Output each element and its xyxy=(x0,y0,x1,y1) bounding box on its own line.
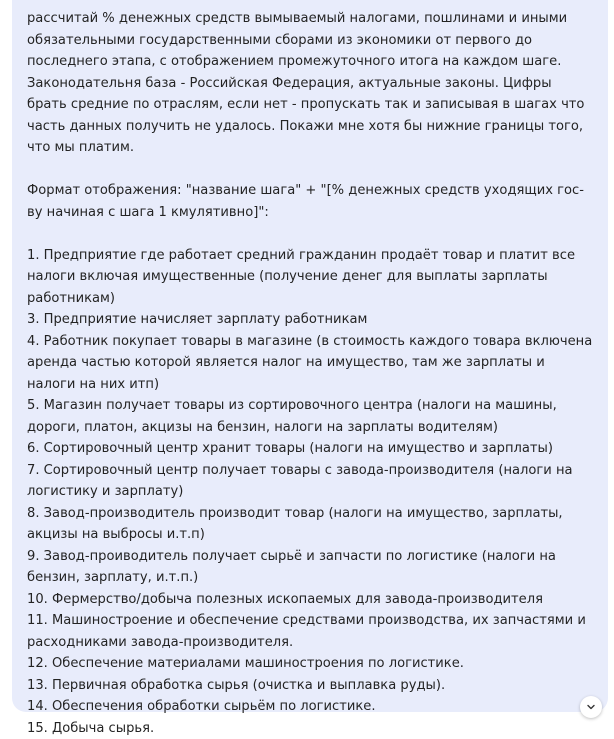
scroll-down-button[interactable] xyxy=(580,696,602,718)
list-item: 15. Добыча сырья. xyxy=(27,718,594,739)
list-item: 14. Обеспечения обработки сырьём по логистике. xyxy=(27,696,594,718)
list-item: 9. Завод-проиводитель получает сырьё и запчасти по логистике (налоги на бензин, зарплату, и.т.п.) xyxy=(27,546,594,589)
paragraph-gap xyxy=(27,159,594,181)
list-item: 10. Фермерство/добыча полезных ископаемых для завода-производителя xyxy=(27,589,594,611)
steps-list xyxy=(27,245,594,739)
list-item: 11. Машиностроение и обеспечение средствами производства, их запчастями и расходниками завода-производителя. xyxy=(27,610,594,653)
message-intro: рассчитай % денежных средств вымываемый налогами, пошлинами и иными обязательными государственными сборами из экономики от первого до последнего этапа, с отображением промежуточного итога на каждом шаге. Законодательня база - Российская Федерация, актуальные законы. Цифры брать средние по отраслям, если нет - пропускать так и записывая в шагах что часть данных получить не удалось. Покажи мне хотя бы нижние границы того, что мы платим. xyxy=(27,8,594,159)
list-item: 3. Предприятие начисляет зарплату работникам xyxy=(27,309,594,331)
list-item: 13. Первичная обработка сырья (очистка и выплавка руды). xyxy=(27,675,594,697)
message-format: Формат отображения: "название шага" + "[% денежных средств уходящих гос-ву начиная с шага 1 кмулятивно]": xyxy=(27,180,594,223)
list-item: 8. Завод-производитель производит товар (налоги на имущество, зарплаты, акцизы на выбросы и.т.п) xyxy=(27,503,594,546)
paragraph-gap xyxy=(27,223,594,245)
list-item: 1. Предприятие где работает средний гражданин продаёт товар и платит все налоги включая имущественные (получение денег для выплаты зарплаты работникам) xyxy=(27,245,594,310)
list-item: 12. Обеспечение материалами машиностроения по логистике. xyxy=(27,653,594,675)
list-item: 4. Работник покупает товары в магазине (в стоимость каждого товара включена аренда частью которой является налог на имущество, там же зарплаты и налоги на них итп) xyxy=(27,331,594,396)
user-message-bubble xyxy=(12,0,608,712)
list-item: 7. Сортировочный центр получает товары с завода-производителя (налоги на логистику и зарплату) xyxy=(27,460,594,503)
list-item: 5. Магазин получает товары из сортировочного центра (налоги на машины, дороги, платон, акцизы на бензин, налоги на зарплаты водителям) xyxy=(27,395,594,438)
list-item: 6. Сортировочный центр хранит товары (налоги на имущество и зарплаты) xyxy=(27,438,594,460)
chevron-down-icon xyxy=(586,702,596,712)
message-text xyxy=(27,8,594,739)
